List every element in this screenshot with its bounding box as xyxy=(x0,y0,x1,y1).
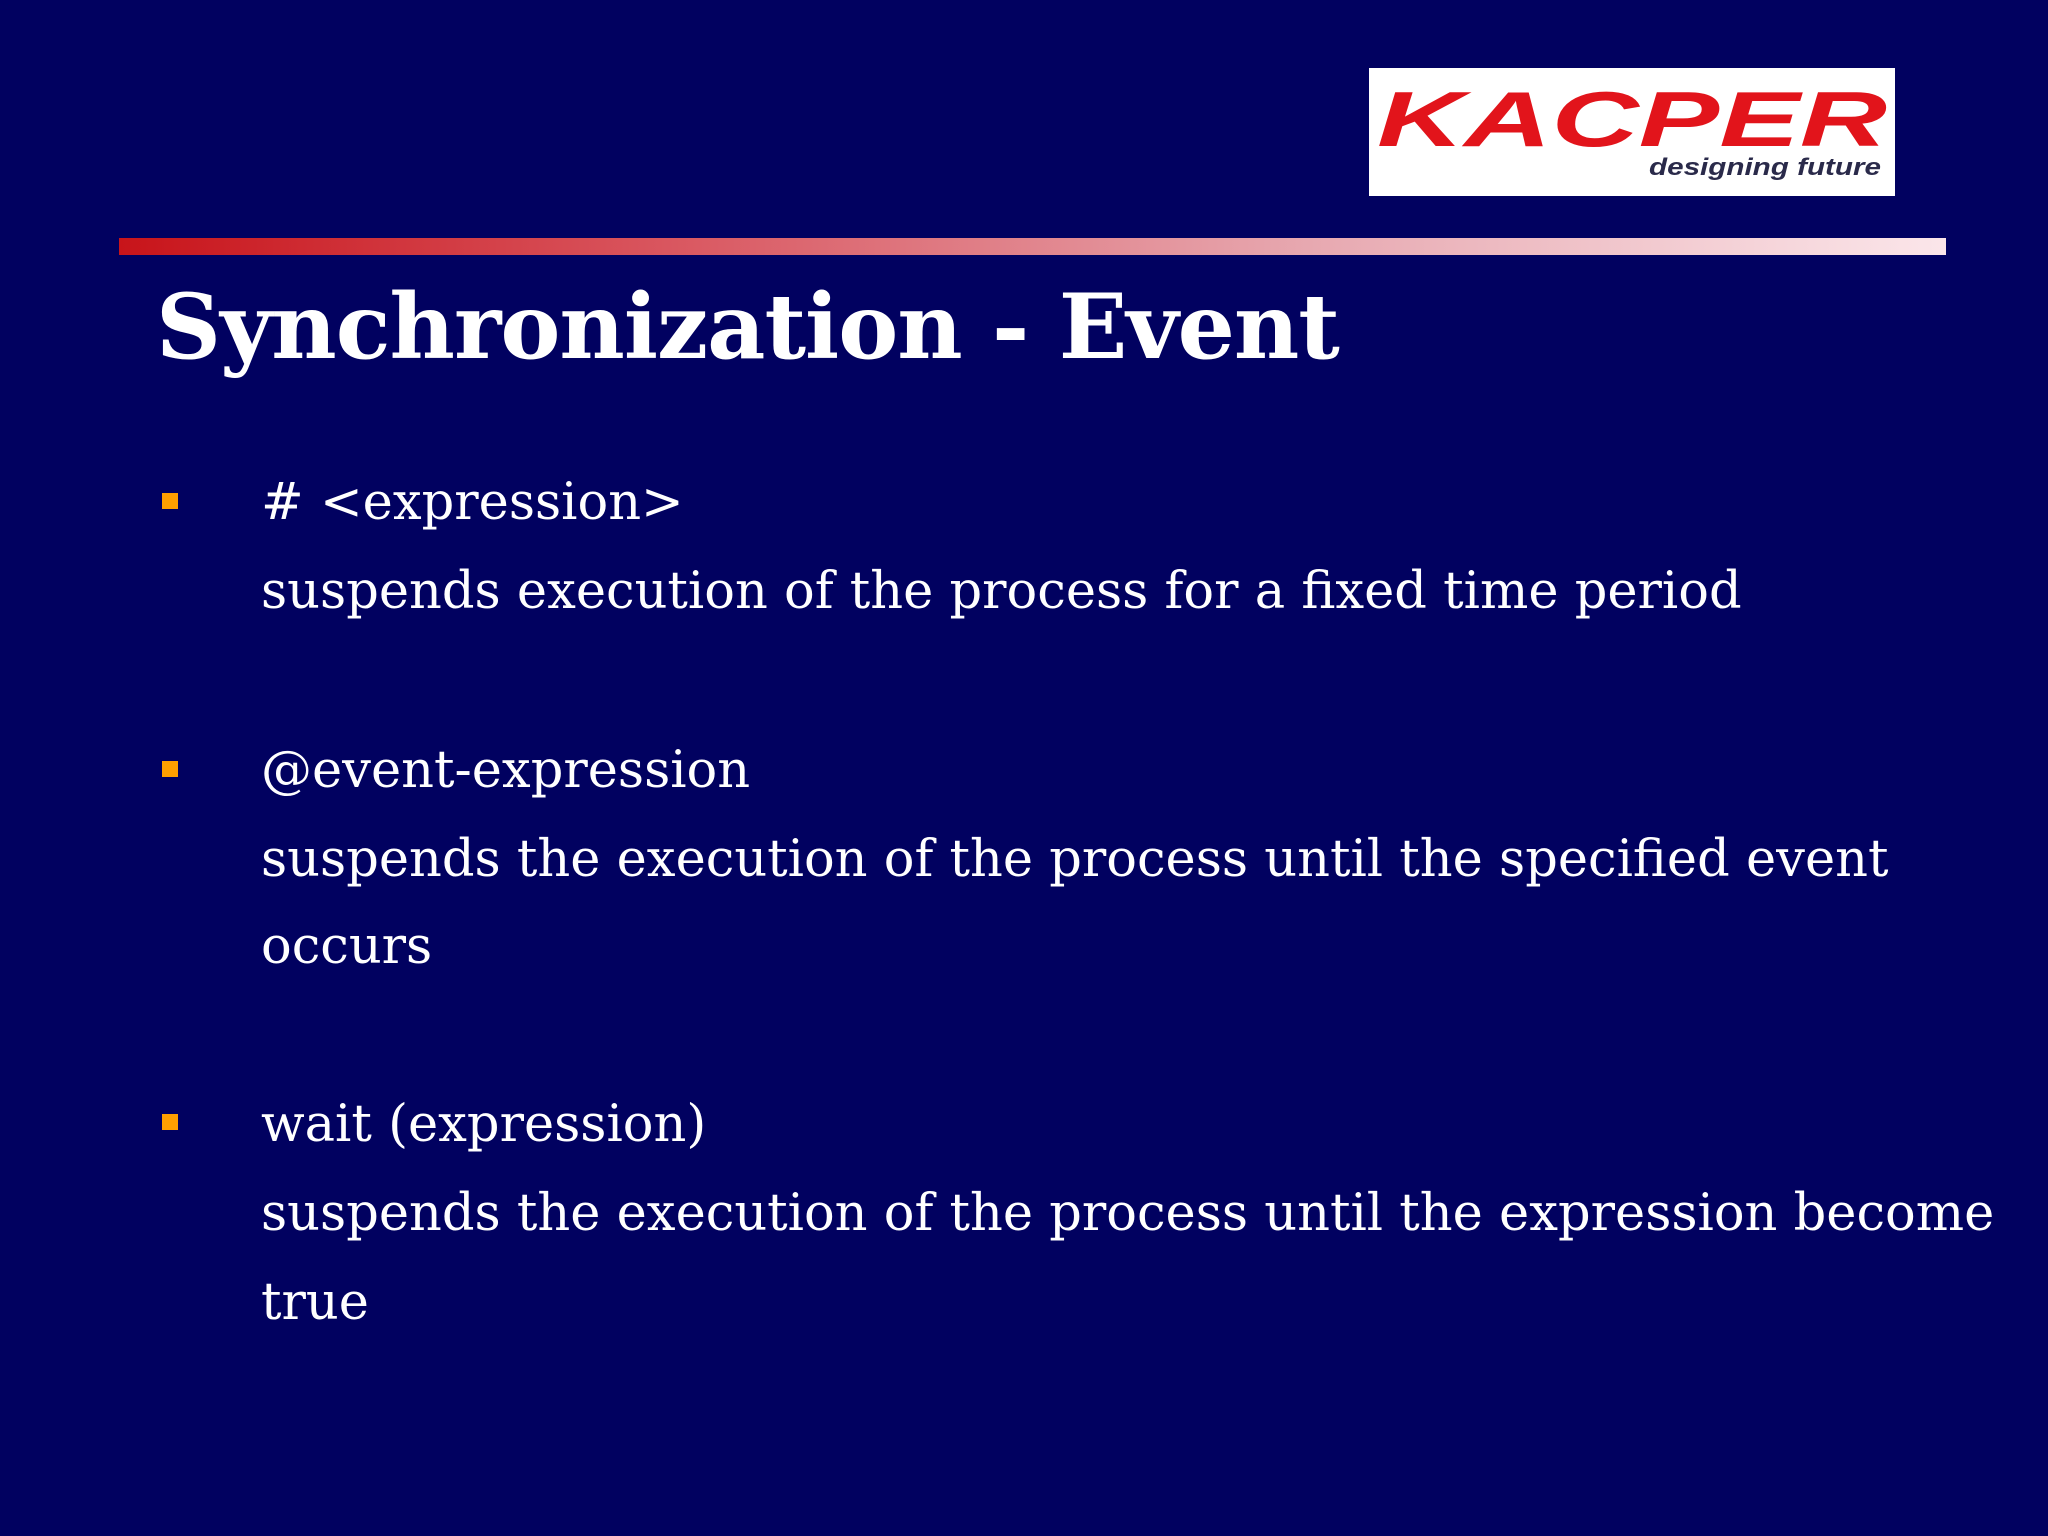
bullet-description: true xyxy=(261,1273,369,1332)
slide-title: Synchronization - Event xyxy=(156,274,1339,380)
bullet-description: suspends the execution of the process until the expression become xyxy=(261,1184,1995,1243)
bullet-description: suspends the execution of the process until the specified event xyxy=(261,830,1889,889)
logo-tagline-text: designing future xyxy=(1649,154,1881,181)
square-bullet-icon xyxy=(162,1114,178,1130)
bullet-term: # <expression> xyxy=(261,473,684,532)
square-bullet-icon xyxy=(162,493,178,509)
bullet-term: @event-expression xyxy=(261,741,751,800)
bullet-description: suspends execution of the process for a fixed time period xyxy=(261,562,1742,621)
logo-brand-text: KACPER xyxy=(1377,75,1887,163)
bullet-description: occurs xyxy=(261,917,433,976)
square-bullet-icon xyxy=(162,761,178,777)
bullet-term: wait (expression) xyxy=(261,1095,707,1154)
